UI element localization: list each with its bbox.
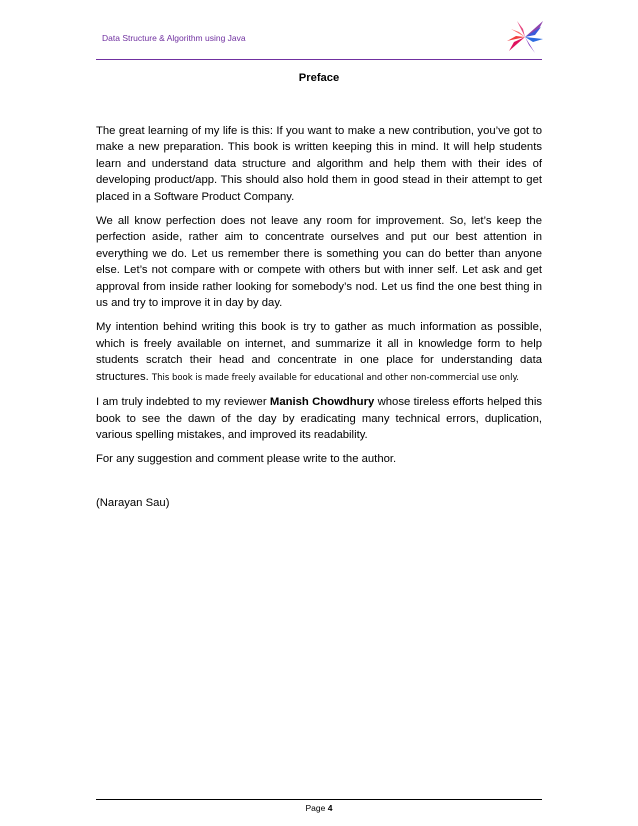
paragraph-4 bbox=[96, 394, 542, 443]
paragraph-2: We all know perfection does not leave any room for improvement. So, let’s keep the perfection aside, rather aim to concentrate ourselves and put our best attention in everything we do. Let us remember there is something you can do better than anyone else. Let’s not compare with or compete with others but with inner self. Let ask and get approval from inside rather looking for somebody’s nod. Let us find the one best thing in us and try to improve it in day by day. bbox=[96, 215, 542, 310]
footer-divider bbox=[96, 799, 542, 800]
page-footer bbox=[96, 803, 542, 813]
page-number: 4 bbox=[327, 803, 333, 813]
header-divider bbox=[96, 59, 542, 60]
page-label: Page bbox=[305, 803, 326, 813]
paragraph-5: For any suggestion and comment please write to the author. bbox=[96, 453, 397, 466]
paragraph-3 bbox=[96, 319, 542, 386]
author-signature: (Narayan Sau) bbox=[96, 497, 170, 509]
paragraph-4-before: I am truly indebted to my reviewer bbox=[96, 396, 270, 409]
paragraph-1: The great learning of my life is this: If you want to make a new contribution, you’ve got to make a new preparation. This book is written keeping this in mind. It will help students learn and understand data structure and algorithm and help them with their ides of developing product/app. This should also hold them in good stead in their attempt to get placed in a Software Product Company. bbox=[96, 125, 542, 203]
paragraph-3-main: My intention behind writing this book is try to gather as much information as possible, which is freely available on internet, and summarize it all in knowledge form to help students scratch their head and concentrate in one place for understanding data structures. bbox=[96, 321, 542, 383]
paragraph-4-after: whose tireless efforts helped this book to see the dawn of the day by eradicating many technical errors, duplication, various spelling mistakes, and improved its readability. bbox=[96, 396, 542, 441]
paragraph-3-license-note: This book is made freely available for educational and other non-commercial use only. bbox=[151, 372, 520, 383]
page-title: Preface bbox=[298, 72, 340, 84]
running-header: Data Structure & Algorithm using Java bbox=[102, 33, 246, 43]
reviewer-name: Manish Chowdhury bbox=[269, 396, 375, 409]
preface-body bbox=[96, 123, 542, 476]
publisher-logo-icon bbox=[505, 17, 545, 57]
